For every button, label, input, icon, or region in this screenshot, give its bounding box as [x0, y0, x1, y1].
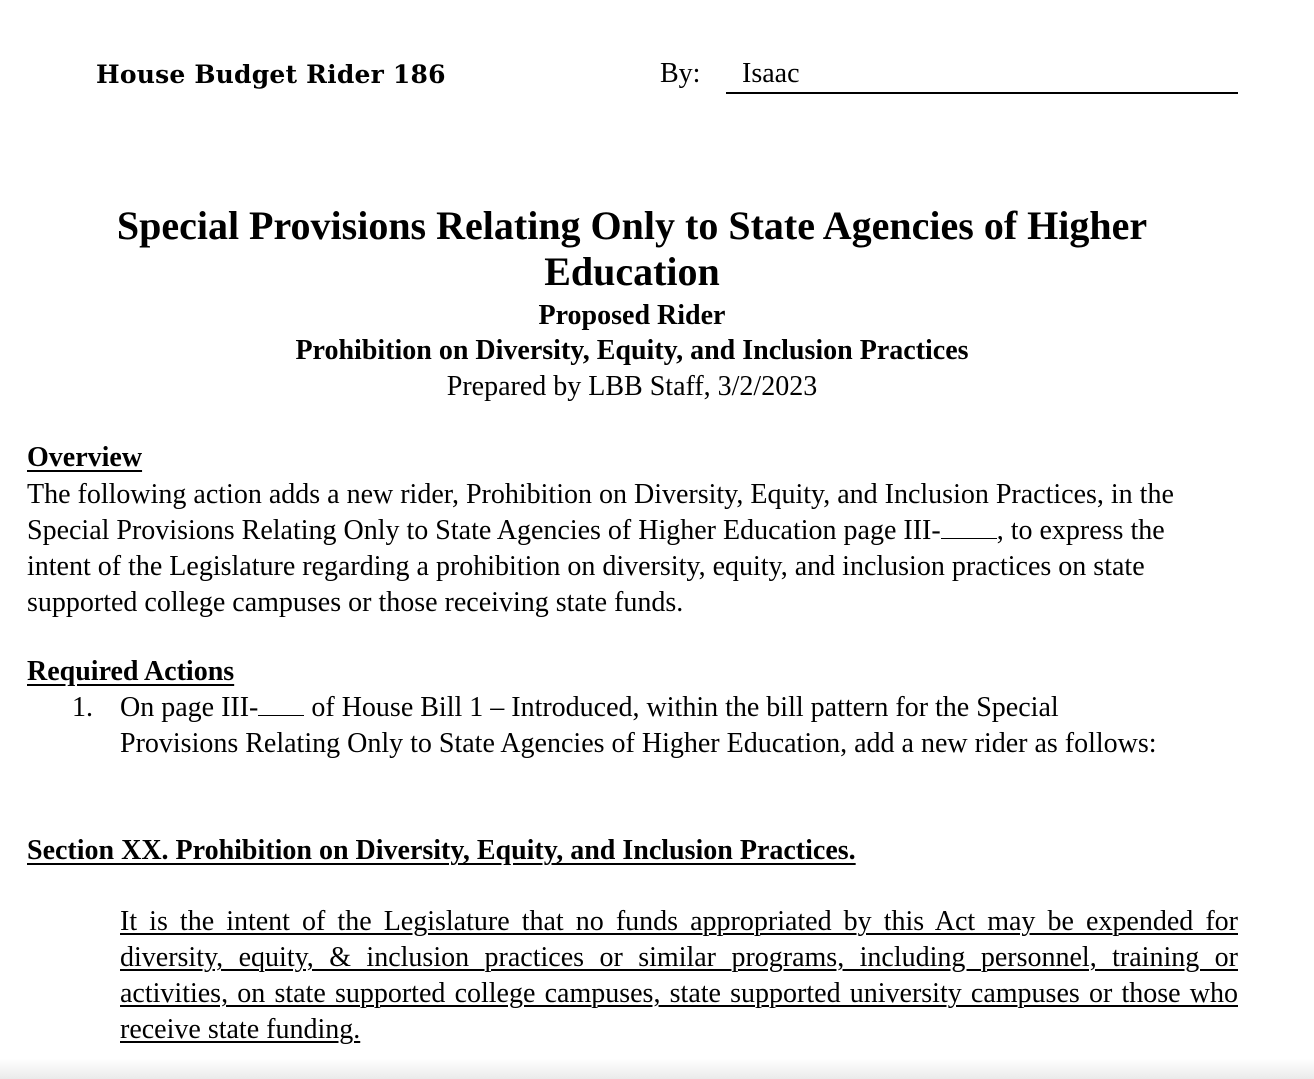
overview-heading: Overview: [27, 442, 143, 473]
overview-text-part-1: The following action adds a new rider, Prohibition on Diversity, Equity, and Inclusion Practices, in the Special Provisions Relating Only to State Agencies of Higher Education page III-: [27, 479, 1174, 546]
section-heading: Section XX. Prohibition on Diversity, Equity, and Inclusion Practices.: [27, 835, 856, 866]
action-text-part-1: On page III-: [120, 692, 259, 723]
page-number-blank: [941, 516, 997, 539]
required-actions-heading: Required Actions: [27, 656, 235, 687]
action-page-blank: [258, 693, 304, 716]
document-subtitle: Proposed Rider: [538, 300, 726, 331]
document-title-line-1: Special Provisions Relating Only to State Agencies of Higher: [116, 203, 1148, 248]
section-body: It is the intent of the Legislature that no funds appropriated by this Act may be expended for diversity, equity, & inclusion practices or similar programs, including personnel, training or activities, on state supported college campuses, state supported university campuses or those who receive state funding.: [120, 906, 1238, 1045]
rider-name: Prohibition on Diversity, Equity, and Inclusion Practices: [295, 335, 969, 366]
author-signature-line: [726, 92, 1238, 94]
action-text-part-2: of House Bill 1 – Introduced, within the bill pattern for the Special Provisions Relating Only to State Agencies of Higher Education, add a new rider as follows:: [120, 692, 1157, 759]
overview-paragraph: [27, 477, 1232, 621]
document-title-line-2: Education: [544, 249, 720, 294]
page-bottom-shadow: [0, 1059, 1314, 1079]
author-name: Isaac: [742, 58, 800, 89]
author-field: [660, 58, 1240, 98]
author-label: By:: [660, 58, 701, 89]
rider-number-label: House Budget Rider 186: [96, 60, 446, 89]
action-item-text: [120, 690, 1170, 762]
document-title: [60, 203, 1204, 295]
prepared-by: Prepared by LBB Staff, 3/2/2023: [446, 371, 818, 402]
action-item-number: 1.: [72, 692, 93, 723]
overview-text-part-2: , to express the intent of the Legislature regarding a prohibition on diversity, equity, and inclusion practices on state supported college campuses or those receiving state funds.: [27, 515, 1165, 618]
